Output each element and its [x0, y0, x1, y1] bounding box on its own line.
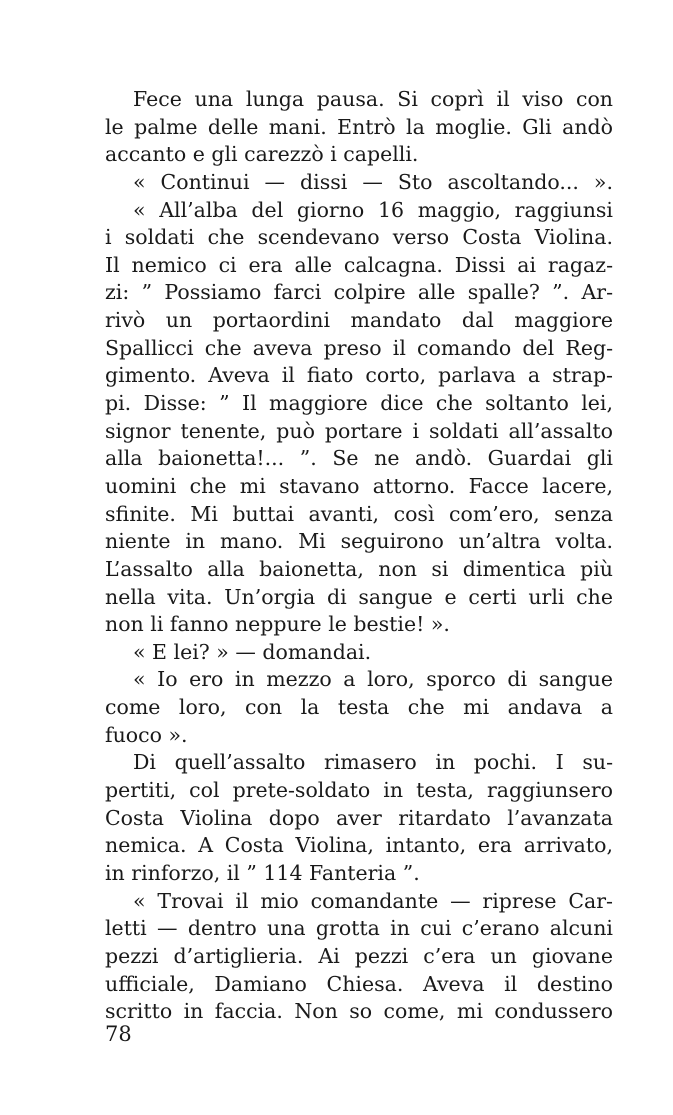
text-line: Spallicci che aveva preso il comando del Reg-: [105, 335, 613, 360]
text-line: signor tenente, può portare i soldati all’assalto: [105, 418, 613, 443]
text-line: Costa Violina dopo aver ritardato l’avanzata: [105, 805, 613, 830]
text-line: L’assalto alla baionetta, non si dimentica più: [105, 556, 613, 581]
text-line: uomini che mi stavano attorno. Facce lacere,: [105, 473, 613, 498]
text-line: non li fanno neppure le bestie! ».: [105, 612, 450, 637]
text-line: Fece una lunga pausa. Si coprì il viso con: [133, 87, 613, 111]
text-line: « Io ero in mezzo a loro, sporco di sangue: [133, 667, 613, 692]
text-line: le palme delle mani. Entrò la moglie. Gli andò: [105, 114, 613, 139]
text-line: « Trovai il mio comandante — riprese Car-: [133, 888, 613, 913]
text-line: alla baionetta!... ”. Se ne andò. Guardai gli: [105, 446, 613, 471]
text-line: ufficiale, Damiano Chiesa. Aveva il destino: [105, 971, 613, 996]
text-line: rivò un portaordini mandato dal maggiore: [105, 308, 613, 333]
body-text: [105, 86, 613, 1026]
text-line: gimento. Aveva il fiato corto, parlava a strap-: [105, 363, 613, 388]
text-line: come loro, con la testa che mi andava a: [105, 695, 613, 720]
text-line: i soldati che scendevano verso Costa Violina.: [105, 225, 613, 250]
text-line: zi: ” Possiamo farci colpire alle spalle? ”. Ar-: [105, 280, 613, 305]
text-line: fuoco ».: [105, 722, 188, 747]
text-line: Il nemico ci era alle calcagna. Dissi ai ragaz-: [105, 252, 613, 277]
text-line: in rinforzo, il ” 114 Fanteria ”.: [105, 860, 420, 885]
text-line: accanto e gli carezzò i capelli.: [105, 142, 419, 167]
text-line: sfinite. Mi buttai avanti, così com’ero, senza: [105, 501, 613, 526]
text-line: letti — dentro una grotta in cui c’erano alcuni: [105, 916, 613, 941]
text-line: pezzi d’artiglieria. Ai pezzi c’era un giovane: [105, 943, 613, 968]
text-line: « E lei? » — domandai.: [133, 639, 372, 664]
text-line: nella vita. Un’orgia di sangue e certi urli che: [105, 584, 613, 609]
text-line: « Continui — dissi — Sto ascoltando... ».: [133, 169, 613, 194]
text-line: scritto in faccia. Non so come, mi condussero: [105, 999, 613, 1024]
text-line: « All’alba del giorno 16 maggio, raggiunsi: [133, 197, 613, 222]
text-line: nemica. A Costa Violina, intanto, era arrivato,: [105, 833, 613, 858]
text-line: pertiti, col prete-soldato in testa, raggiunsero: [105, 778, 613, 803]
page-number: 78: [105, 1022, 132, 1046]
text-line: Di quell’assalto rimasero in pochi. I su-: [133, 750, 613, 775]
text-line: pi. Disse: ” Il maggiore dice che soltanto lei,: [105, 391, 613, 416]
text-line: niente in mano. Mi seguirono un’altra volta.: [105, 529, 613, 554]
